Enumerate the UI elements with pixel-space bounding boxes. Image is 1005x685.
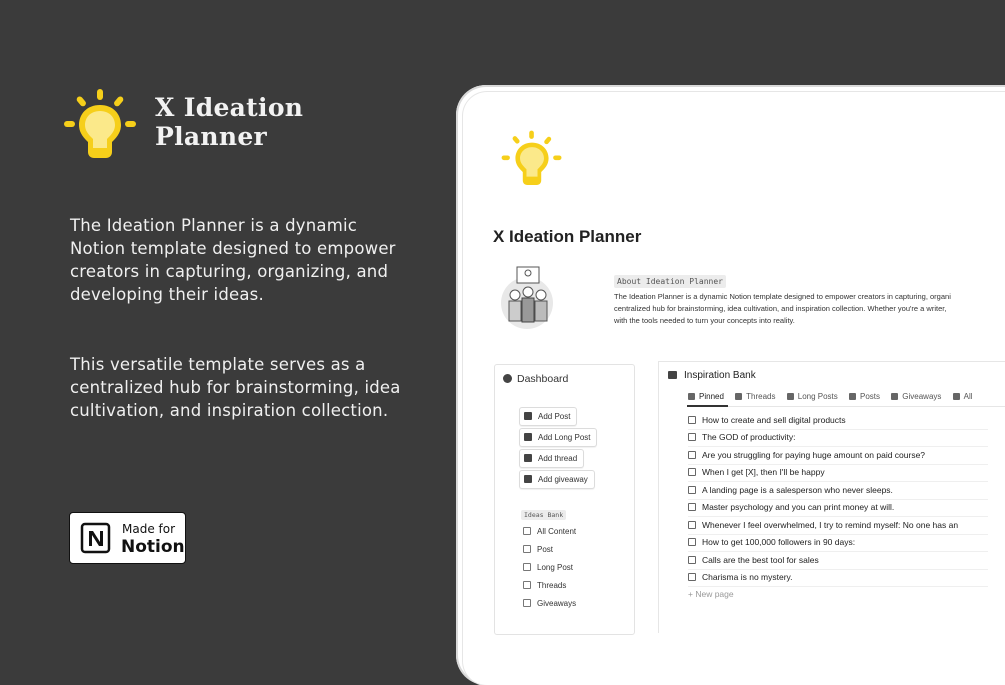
page-icon [688, 573, 696, 581]
inspiration-top-border [658, 361, 1005, 362]
long-post-icon [787, 393, 794, 400]
nav-all-content[interactable] [523, 527, 576, 536]
row-title: How to get 100,000 followers in 90 days: [702, 537, 856, 547]
thread-icon [735, 393, 742, 400]
page-icon [688, 433, 696, 441]
tab-pinned[interactable] [688, 392, 724, 401]
nav-label: Post [537, 545, 554, 554]
button-label: Add Post [538, 412, 571, 421]
hero-title-line1: X Ideation [155, 93, 304, 122]
add-post-button[interactable] [519, 407, 577, 426]
notion-logo-icon [80, 522, 112, 554]
page-icon [688, 556, 696, 564]
list-item[interactable] [688, 464, 988, 482]
button-label: Add Long Post [538, 433, 591, 442]
page-icon [688, 521, 696, 529]
about-label: About Ideation Planner [614, 275, 726, 288]
long-post-icon [524, 433, 532, 441]
tabs-divider [687, 406, 1005, 407]
nav-label: Threads [537, 581, 567, 590]
list-item[interactable] [688, 517, 988, 535]
row-title: Calls are the best tool for sales [702, 555, 819, 565]
page-icon [688, 468, 696, 476]
tab-label: Threads [746, 392, 776, 401]
page-lightbulb-icon [497, 130, 567, 192]
about-text-line: centralized hub for brainstorming, idea cultivation, and inspiration collection. Whether you're a writer, [614, 304, 947, 313]
about-text-line: with the tools needed to turn your concepts into reality. [614, 316, 795, 325]
tab-label: All [963, 392, 973, 401]
list-item[interactable] [688, 499, 988, 517]
list-item[interactable] [688, 412, 988, 430]
new-page-button[interactable]: + New page [688, 589, 734, 599]
inspiration-divider [658, 361, 659, 633]
pin-icon [688, 393, 695, 400]
list-item[interactable] [688, 447, 988, 465]
nav-label: All Content [537, 527, 577, 536]
hero-paragraph-2: This versatile template serves as a centralized hub for brainstorming, idea cultivation, and inspiration collection. [70, 355, 401, 420]
list-item[interactable] [688, 429, 988, 447]
page-icon [688, 416, 696, 424]
dashboard-card [494, 364, 635, 635]
lightbulb-icon [62, 88, 138, 164]
row-title: Master psychology and you can print money at will. [702, 502, 895, 512]
dashboard-icon [503, 374, 512, 383]
page-title: X Ideation Planner [493, 227, 642, 246]
gift-icon [523, 599, 531, 607]
about-text-line: The Ideation Planner is a dynamic Notion template designed to empower creators in capturing, organi [614, 292, 951, 301]
thread-icon [523, 581, 531, 589]
tab-threads[interactable] [735, 392, 775, 401]
row-title: Whenever I feel overwhelmed, I try to remind myself: No one has an [702, 520, 959, 530]
list-item[interactable] [688, 569, 988, 587]
thread-icon [524, 454, 532, 462]
database-icon [668, 371, 677, 379]
gift-icon [891, 393, 898, 400]
row-title: A landing page is a salesperson who never sleeps. [702, 485, 893, 495]
tab-giveaways[interactable] [891, 392, 941, 401]
long-post-icon [523, 563, 531, 571]
tab-label: Giveaways [902, 392, 942, 401]
tab-all[interactable] [953, 392, 973, 401]
badge-made-for: Made for [122, 522, 176, 536]
post-icon [849, 393, 856, 400]
inspiration-title-text: Inspiration Bank [684, 370, 756, 381]
made-for-notion-badge [69, 512, 186, 564]
add-long-post-button[interactable] [519, 428, 597, 447]
about-text [614, 291, 984, 327]
inspiration-title[interactable] [668, 370, 756, 381]
nav-giveaways[interactable] [523, 599, 576, 608]
page-icon [688, 503, 696, 511]
nav-long-post[interactable] [523, 563, 573, 572]
row-title: Are you struggling for paying huge amount on paid course? [702, 450, 926, 460]
row-title: Charisma is no mystery. [702, 572, 793, 582]
post-icon [524, 412, 532, 420]
nav-label: Giveaways [537, 599, 577, 608]
grid-icon [953, 393, 960, 400]
add-giveaway-button[interactable] [519, 470, 595, 489]
row-title: When I get [X], then I'll be happy [702, 467, 825, 477]
row-title: How to create and sell digital products [702, 415, 846, 425]
button-label: Add thread [538, 454, 578, 463]
list-item[interactable] [688, 552, 988, 570]
ideas-bank-label: Ideas Bank [521, 510, 566, 520]
inspiration-tabs [688, 392, 982, 401]
nav-label: Long Post [537, 563, 574, 572]
row-title: The GOD of productivity: [702, 432, 796, 442]
hero-title-line2: Planner [155, 122, 268, 151]
post-icon [523, 545, 531, 553]
lightbulb-icon [523, 527, 531, 535]
tab-long-posts[interactable] [787, 392, 838, 401]
hero-title [155, 93, 303, 151]
badge-notion: Notion [121, 537, 185, 557]
list-item[interactable] [688, 482, 988, 500]
page-icon [688, 538, 696, 546]
page-icon [688, 486, 696, 494]
button-label: Add giveaway [538, 475, 588, 484]
dashboard-header[interactable] [503, 373, 568, 385]
add-thread-button[interactable] [519, 449, 584, 468]
dashboard-title: Dashboard [517, 373, 569, 385]
nav-threads[interactable] [523, 581, 566, 590]
active-tab-indicator [687, 405, 728, 407]
page-icon [688, 451, 696, 459]
team-illustration-icon [499, 265, 557, 331]
gift-icon [524, 475, 532, 483]
tab-label: Posts [860, 392, 881, 401]
tab-label: Long Posts [797, 392, 838, 401]
nav-post[interactable] [523, 545, 553, 554]
list-item[interactable] [688, 534, 988, 552]
hero-paragraph-1: The Ideation Planner is a dynamic Notion template designed to empower creators in capturing, organizing, and developing their ideas. [70, 216, 396, 304]
tab-posts[interactable] [849, 392, 880, 401]
tab-label: Pinned [699, 392, 724, 401]
